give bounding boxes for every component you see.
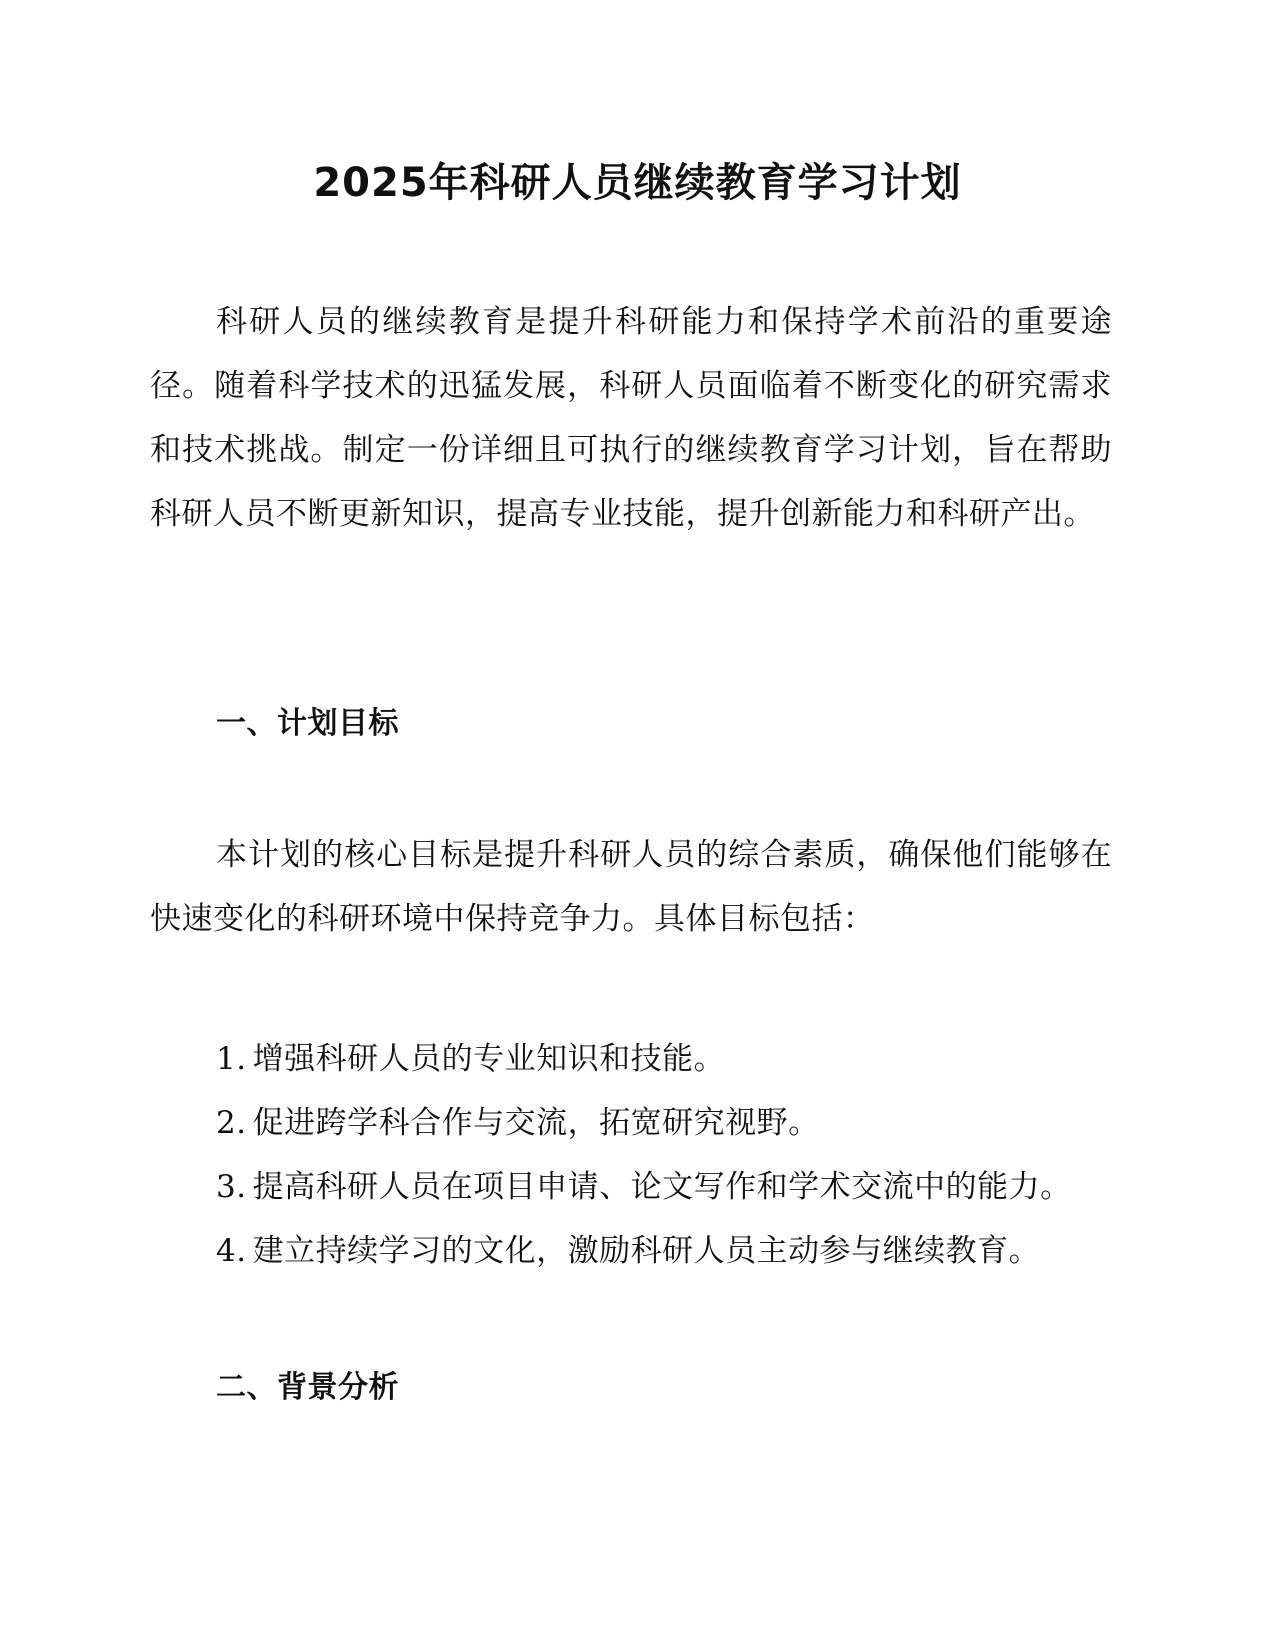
page-title: 2025年科研人员继续教育学习计划 bbox=[313, 160, 962, 206]
intro-paragraph: 科研人员的继续教育是提升科研能力和保持学术前沿的重要途径。随着科学技术的迅猛发展，科研人员面临着不断变化的研究需求和技术挑战。制定一份详细且可执行的继续教育学习计划，旨在帮助科研人员不断更新知识，提高专业技能，提升创新能力和科研产出。 bbox=[150, 304, 1112, 532]
list-item bbox=[216, 1155, 1116, 1219]
list-item-number: 1. bbox=[216, 1041, 247, 1077]
list-item-number: 2. bbox=[216, 1105, 247, 1141]
list-item-text: 增强科研人员的专业知识和技能。 bbox=[252, 1041, 726, 1077]
list-item-text: 建立持续学习的文化，激励科研人员主动参与继续教育。 bbox=[252, 1233, 1041, 1269]
list-item-number: 3. bbox=[216, 1169, 247, 1205]
list-item bbox=[216, 1219, 1116, 1283]
list-item-text: 促进跨学科合作与交流，拓宽研究视野。 bbox=[252, 1105, 820, 1141]
goals-paragraph: 本计划的核心目标是提升科研人员的综合素质，确保他们能够在快速变化的科研环境中保持竞争力。具体目标包括： bbox=[150, 837, 1112, 937]
section-heading-goals: 一、计划目标 bbox=[216, 706, 399, 741]
list-item bbox=[216, 1027, 1116, 1091]
list-item bbox=[216, 1091, 1116, 1155]
goals-list bbox=[216, 1027, 1116, 1283]
section-heading-background: 二、背景分析 bbox=[216, 1370, 399, 1405]
list-item-text: 提高科研人员在项目申请、论文写作和学术交流中的能力。 bbox=[252, 1169, 1072, 1205]
list-item-number: 4. bbox=[216, 1233, 247, 1269]
